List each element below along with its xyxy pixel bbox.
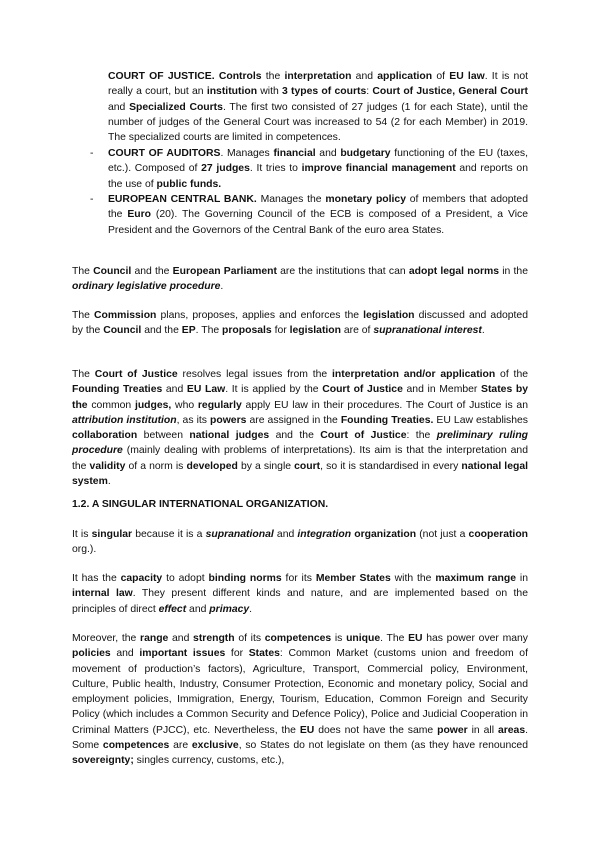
text-run: supranational interest — [373, 325, 482, 337]
text-run: in all — [467, 724, 498, 736]
text-run: binding norms — [208, 573, 282, 584]
text-run: important issues — [139, 648, 226, 660]
text-run: of members that adopted the — [108, 194, 528, 221]
text-run: in the — [499, 266, 528, 277]
text-run: of — [432, 71, 450, 82]
text-run: 3 types of courts — [282, 86, 367, 98]
text-run: interpretation and/or application — [332, 369, 496, 380]
text-run: internal law — [72, 588, 133, 600]
text-run: court — [294, 460, 321, 472]
text-run: national legal system — [72, 460, 528, 488]
text-run: COURT OF JUSTICE. Controls — [108, 71, 262, 82]
text-run: EU — [408, 633, 423, 644]
text-run: is — [331, 633, 347, 644]
text-run: and the — [131, 266, 173, 277]
text-run: legislation — [363, 310, 415, 321]
text-run: supranational — [205, 529, 274, 540]
text-run: . — [220, 281, 224, 293]
text-run: (mainly dealing with problems of interpretations). Its aim is that the interpretation and the — [72, 445, 528, 472]
text-run: EP — [181, 325, 196, 337]
text-run: , so States do not legislate on them (as they have renounced — [238, 740, 528, 752]
text-run: . It tries to — [249, 163, 302, 175]
text-run: European Parliament — [172, 266, 277, 277]
text-run: common — [87, 399, 135, 411]
text-run: between — [137, 430, 190, 442]
text-run: validity — [89, 460, 126, 472]
text-run: are the institutions that can — [276, 266, 409, 277]
text-run: . The — [195, 325, 223, 337]
text-run: Euro — [127, 209, 151, 221]
text-run: to adopt — [162, 573, 209, 584]
text-run: competences — [264, 633, 332, 644]
text-run: . It is applied by the — [225, 384, 323, 396]
text-run: organization — [354, 529, 417, 540]
text-run: adopt legal norms — [408, 266, 500, 277]
text-run: regularly — [197, 399, 242, 411]
text-run: does not have the same — [314, 724, 438, 736]
text-run: for — [225, 648, 249, 660]
text-run: sovereignty; — [72, 755, 134, 767]
text-run: Specialized Courts — [129, 101, 223, 113]
paragraph-competences — [72, 631, 528, 769]
text-run: : the — [406, 430, 437, 442]
text-run: areas — [497, 724, 526, 736]
text-run: The — [72, 310, 95, 321]
text-run: resolves legal issues from the — [177, 369, 333, 380]
text-run: because it is a — [132, 529, 206, 540]
text-run: financial — [273, 148, 316, 159]
text-run: of its — [234, 633, 265, 644]
text-run: attribution institution — [72, 414, 177, 426]
text-run: org.). — [72, 544, 97, 556]
text-run: and reports on the use of — [108, 163, 528, 190]
text-run: Founding Treaties. — [340, 414, 434, 426]
text-run: range — [140, 633, 169, 644]
text-run: institution — [206, 86, 258, 98]
text-run: It is — [72, 529, 92, 540]
text-run: . — [249, 603, 253, 615]
text-run: , as its — [176, 414, 211, 426]
text-run: : — [366, 86, 373, 98]
text-run: the — [261, 71, 285, 82]
text-run: . It is not really a court, but an — [108, 71, 528, 98]
text-run: Founding Treaties — [72, 384, 163, 396]
text-run: powers — [210, 414, 247, 426]
text-run: and — [168, 633, 194, 644]
text-run: with — [257, 86, 283, 98]
text-run: improve financial management — [301, 163, 456, 175]
text-run: EU law — [449, 71, 485, 82]
text-run: collaboration — [72, 430, 138, 442]
text-run: . Some — [72, 724, 528, 752]
text-run: and — [186, 603, 210, 615]
text-run: . The first two consisted of 27 judges (1 for each State), until the number of judges of the General Court was increased to 54 (2 for each Member) in 2019. The specialized courts are limited in competences. — [108, 101, 528, 144]
paragraph-council-parliament — [72, 264, 528, 295]
text-run: Manages the — [256, 194, 326, 205]
text-run: unique — [346, 633, 381, 644]
text-run: public funds. — [156, 178, 222, 190]
text-run: EU — [299, 724, 315, 736]
text-run: and — [110, 648, 140, 660]
list-dash: - — [90, 194, 94, 205]
text-run: of the — [495, 369, 528, 380]
text-run: power — [437, 724, 468, 736]
european-central-bank-item — [108, 192, 528, 238]
text-run: singular — [91, 529, 133, 540]
section-heading: 1.2. A SINGULAR INTERNATIONAL ORGANIZATION. — [72, 499, 329, 510]
court-of-justice-item — [108, 69, 528, 145]
text-run: and — [108, 101, 130, 113]
paragraph-commission — [72, 308, 528, 339]
text-run: developed — [186, 460, 238, 472]
text-run: : Common Market (customs union and freedom of movement of production’s factors), Agriculture, Transport, Commercial policy, Environment, Culture, Public health, Industry, Consumer Protection, Economic and monetary policy, Social and employment policies, Immigration, Energy, Tourism, Education, Common Foreign and Security Policy (which includes a Common Security and Defence Policy), Police and Judicial Cooperation in Criminal Matters (PJCC), etc. Nevertheless, the — [72, 648, 528, 736]
text-run: EU Law — [186, 384, 226, 396]
text-run: The — [72, 266, 94, 277]
text-run: policies — [72, 648, 111, 660]
text-run: exclusive — [191, 740, 239, 752]
text-run: legislation — [289, 325, 341, 337]
text-run: , so it is standardised in every — [320, 460, 462, 472]
text-run: ordinary legislative procedure — [72, 281, 221, 293]
text-run: are — [169, 740, 192, 752]
text-run: in — [516, 573, 528, 584]
text-run: Council — [93, 266, 132, 277]
text-run: monetary policy — [325, 194, 406, 205]
text-run: discussed and adopted by the — [72, 310, 528, 337]
text-run: judges, — [134, 399, 172, 411]
paragraph-capacity — [72, 571, 528, 617]
text-run: EUROPEAN CENTRAL BANK. — [108, 194, 257, 205]
text-run: preliminary ruling procedure — [72, 430, 529, 457]
text-run: and the — [269, 430, 321, 442]
text-run: for its — [281, 573, 316, 584]
text-run: effect — [158, 603, 187, 615]
text-run: application — [377, 71, 433, 82]
text-run: budgetary — [340, 148, 391, 159]
text-run: and — [351, 71, 378, 82]
text-run: are of — [340, 325, 374, 337]
text-run: functioning of the EU (taxes, etc.). Composed of — [108, 148, 528, 175]
text-run: . The — [380, 633, 409, 644]
text-run: of a norm is — [125, 460, 187, 472]
text-run: proposals — [222, 325, 272, 337]
text-run: . — [481, 325, 485, 337]
text-run: (20). The Governing Council of the ECB is composed of a President, a Vice President and the Governors of the Central Bank of the euro area States. — [108, 209, 528, 236]
text-run: national judges — [189, 430, 270, 442]
text-run: COURT OF AUDITORS — [108, 148, 221, 159]
text-run: cooperation — [468, 529, 529, 540]
text-run: Court of Justice, General Court — [372, 86, 528, 98]
text-run: plans, proposes, applies and enforces the — [156, 310, 364, 321]
text-run: (not just a — [416, 529, 469, 540]
text-run: who — [171, 399, 198, 411]
text-run: Court of Justice — [320, 430, 407, 442]
text-run: Court of Justice — [322, 384, 403, 396]
text-run: 27 judges — [201, 163, 250, 175]
list-dash: - — [90, 148, 94, 159]
text-run: by a single — [237, 460, 295, 472]
text-run: are assigned in the — [246, 414, 341, 426]
text-run: EU Law establishes — [433, 414, 529, 426]
text-run: . They present different kinds and nature, and are implemented based on the principles of direct — [72, 588, 528, 615]
text-run: apply EU law in their procedures. The Court of Justice is an — [241, 399, 528, 411]
text-run: strength — [193, 633, 235, 644]
text-run: integration — [297, 529, 352, 540]
text-run: and the — [141, 325, 182, 337]
text-run: . Manages — [220, 148, 274, 159]
text-run: has power over many — [422, 633, 528, 644]
text-run: interpretation — [284, 71, 352, 82]
text-run: primacy — [209, 603, 250, 615]
text-run: It has the — [72, 573, 121, 584]
text-run: Court of Justice — [94, 369, 178, 380]
text-run: for — [271, 325, 290, 337]
text-run: Member States — [315, 573, 391, 584]
text-run: maximum range — [435, 573, 516, 584]
text-run: Council — [103, 325, 142, 337]
text-run: and — [273, 529, 298, 540]
text-run: States — [248, 648, 280, 660]
text-run: and — [162, 384, 187, 396]
paragraph-court-of-justice — [72, 367, 528, 489]
paragraph-singular — [72, 527, 528, 558]
text-run: and in Member — [402, 384, 482, 396]
text-run: Moreover, the — [72, 633, 141, 644]
court-of-auditors-item — [108, 146, 528, 192]
text-run: States by the — [72, 384, 528, 411]
text-run: capacity — [120, 573, 163, 584]
text-run: Commission — [94, 310, 157, 321]
text-run: and — [315, 148, 341, 159]
text-run: The — [72, 369, 95, 380]
text-run: with the — [390, 573, 436, 584]
text-run: . — [107, 476, 111, 488]
text-run: singles currency, customs, etc.), — [133, 755, 285, 767]
text-run: competences — [102, 740, 170, 752]
